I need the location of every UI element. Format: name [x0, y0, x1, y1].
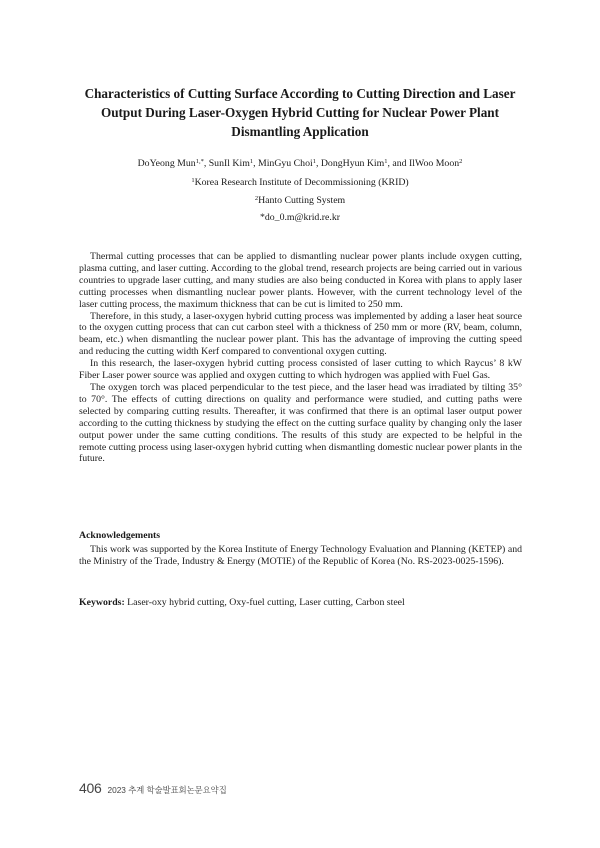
affiliation-1	[40, 177, 560, 189]
acknowledgements-section	[79, 544, 522, 568]
keywords-line	[79, 597, 522, 608]
proceedings-title: 2023 추계 학술발표회논문요약집	[107, 785, 227, 795]
author-affiliation-marker: 1	[312, 158, 316, 165]
keywords-label: Keywords:	[79, 597, 125, 608]
paper-title: Characteristics of Cutting Surface According to Cutting Direction and Laser Output During Laser-Oxygen Hybrid Cutting for Nuclear Power Plant Dismantling Application	[84, 86, 516, 139]
corresponding-email: *do_0.m@krid.re.kr	[259, 212, 341, 223]
abstract-body	[79, 251, 522, 465]
author-name: MinGyu Choi	[257, 158, 313, 169]
affiliation-2-text: Hanto Cutting System	[258, 195, 346, 206]
author-list	[40, 158, 560, 170]
page-footer	[79, 780, 227, 796]
author-name: IlWoo Moon	[409, 158, 460, 169]
page-number: 406	[79, 780, 102, 796]
keywords-text: Laser-oxy hybrid cutting, Oxy-fuel cutting, Laser cutting, Carbon steel	[127, 597, 405, 608]
author-affiliation-marker: 1	[249, 158, 254, 165]
affiliation-1-marker: 1	[191, 177, 195, 184]
abstract-paragraph-2: Therefore, in this study, a laser-oxygen hybrid cutting process was implemented by adding a laser heat source to the oxygen cutting process that can cut carbon steel with a thickness of 250 mm or more (RV, beam, column, beam, etc.) when dismantling the nuclear power plant. This has the advantage of improving the cutting speed and reducing the cutting width Kerf compared to conventional oxygen cutting.	[79, 310, 522, 358]
acknowledgements-heading: Acknowledgements	[79, 530, 161, 541]
abstract-paragraph-3: In this research, the laser-oxygen hybrid cutting process consisted of laser cutting to which Raycus’ 8 kW Fiber Laser power source was applied and oxygen cutting to which hydrogen was applied with Fuel Gas.	[79, 358, 522, 382]
abstract-paragraph-4: The oxygen torch was placed perpendicular to the test piece, and the laser head was irradiated by tilting 35° to 70°. The effects of cutting directions on quality and performance were studied, and cutting paths were selected by comparing cutting results. Thereafter, it was confirmed that there is an optimal laser output power according to the cutting thickness by studying the effect on the cutting surface quality by changing only the laser output power under the same cutting conditions. The results of this study are expected to be helpful in the remote cutting process using laser-oxygen hybrid cutting when dismantling domestic nuclear power plants in the future.	[79, 381, 522, 465]
author-name: SunIl Kim	[208, 158, 250, 169]
author-separator: ,	[315, 158, 321, 169]
affiliation-2-marker: 2	[254, 195, 259, 202]
author-name: DongHyun Kim	[320, 158, 385, 169]
author-affiliation-marker: 2	[459, 158, 463, 165]
affiliation-2	[40, 195, 560, 207]
author-separator: ,	[253, 158, 258, 169]
author-separator: ,	[203, 158, 209, 169]
author-affiliation-marker: 1,*	[195, 158, 204, 165]
abstract-paragraph-1: Thermal cutting processes that can be applied to dismantling nuclear power plants include oxygen cutting, plasma cutting, and laser cutting. According to the global trend, research projects are being carried out in various countries to upgrade laser cutting, and many studies are also being conducted in Korea with plans to apply laser cutting processes when dismantling nuclear power plants. However, with the current technology level of the laser cutting process, the maximum thickness that can be cut is limited to 250 mm.	[79, 251, 522, 310]
author-affiliation-marker: 1	[384, 158, 388, 165]
acknowledgements-text: This work was supported by the Korea Institute of Energy Technology Evaluation and Planning (KETEP) and the Ministry of the Trade, Industry & Energy (MOTIE) of the Republic of Korea (No. RS-2023-0025-1596).	[79, 544, 522, 567]
affiliation-1-text: Korea Research Institute of Decommissioning (KRID)	[194, 177, 409, 188]
author-separator: , and	[387, 158, 410, 169]
author-name: DoYeong Mun	[137, 158, 196, 169]
